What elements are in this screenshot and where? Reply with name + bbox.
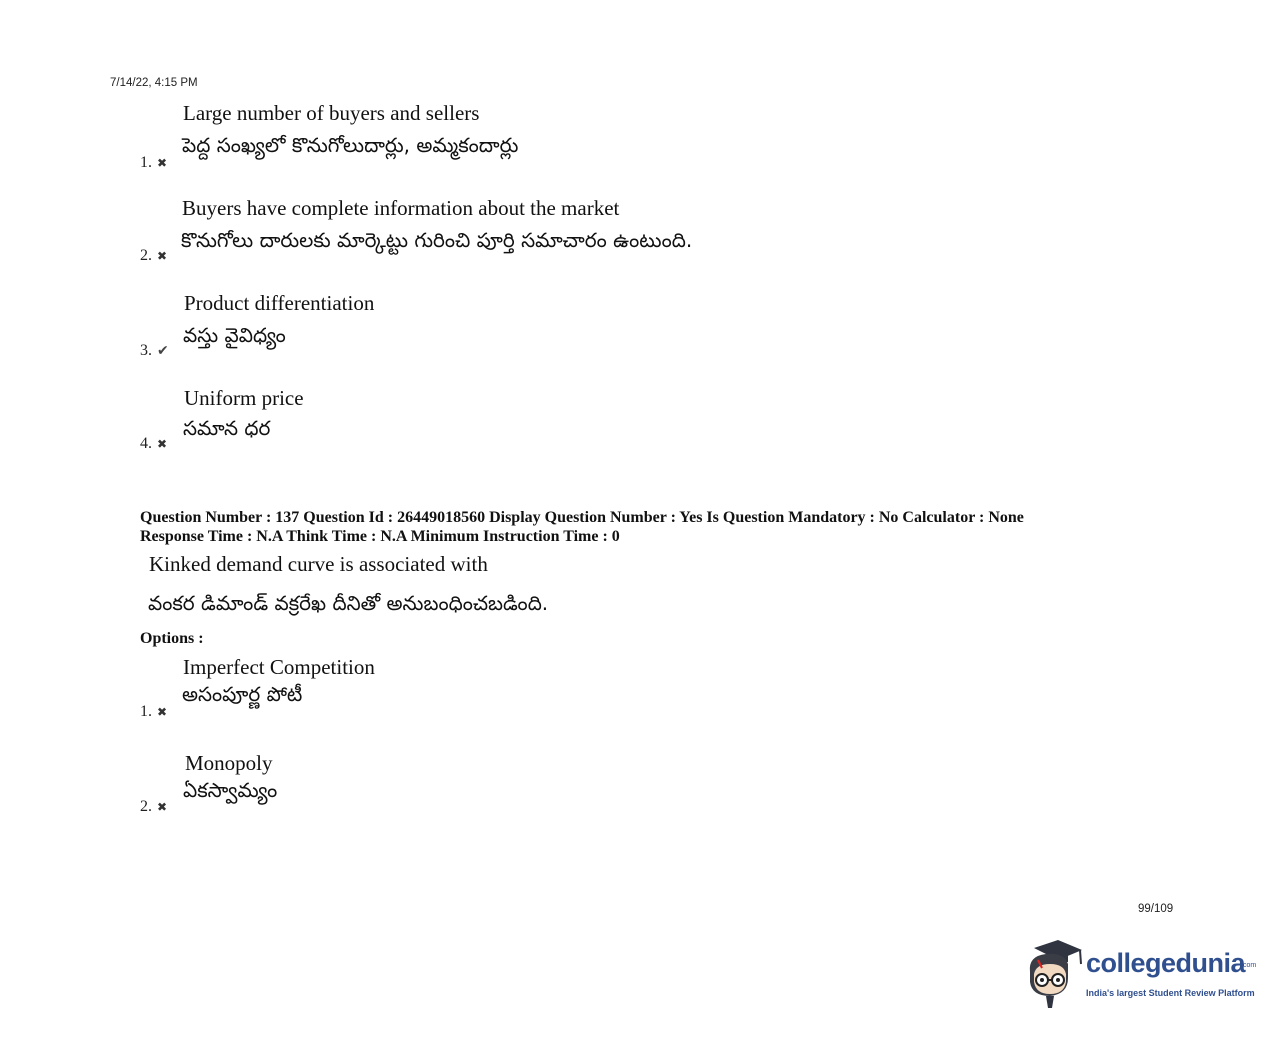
prev-option-1-telugu: పెద్ద సంఖ్యలో కొనుగోలుదార్లు, అమ్మకందార్లు: [182, 133, 519, 157]
page-number: 99/109: [1138, 903, 1174, 915]
prev-option-2-english: Buyers have complete information about the market: [182, 196, 620, 220]
question-meta-line-1: Question Number : 137 Question Id : 26449018560 Display Question Number : Yes Is Question Mandatory : No Calculator : None: [140, 509, 1024, 526]
option-1-number-row: [140, 703, 167, 721]
prev-option-3-english: Product differentiation: [184, 291, 375, 315]
cross-icon: ✖: [157, 705, 168, 719]
prev-option-4-english: Uniform price: [184, 386, 304, 410]
prev-option-1-number-row: [140, 154, 167, 172]
collegedunia-logo: [1024, 938, 1264, 1012]
question-meta-line-2: Response Time : N.A Think Time : N.A Minimum Instruction Time : 0: [140, 528, 620, 545]
options-label: Options :: [140, 630, 204, 647]
prev-option-4-telugu: సమాన ధర: [183, 416, 271, 440]
prev-option-2-telugu: కొనుగోలు దారులకు మార్కెట్టు గురించి పూర్తి సమాచారం ఉంటుంది.: [181, 228, 693, 252]
option-1-english: Imperfect Competition: [183, 655, 375, 679]
cross-icon: ✖: [157, 156, 168, 170]
option-2-number: 2.: [140, 798, 152, 815]
prev-option-4-number: 4.: [140, 435, 152, 452]
question-text-telugu: వంకర డిమాండ్ వక్రరేఖ దీనితో అనుబంధించబడింది.: [148, 591, 549, 615]
prev-option-3-telugu: వస్తు వైవిధ్యం: [183, 323, 286, 347]
cross-icon: ✖: [157, 249, 168, 263]
prev-option-1-number: 1.: [140, 154, 152, 171]
prev-option-1-english: Large number of buyers and sellers: [183, 101, 480, 125]
logo-tagline: India's largest Student Review Platform: [1086, 988, 1255, 998]
logo-name: collegedunia: [1086, 948, 1246, 978]
check-icon: ✔: [157, 343, 169, 359]
option-2-number-row: [140, 798, 167, 816]
prev-option-3-number-row: [140, 342, 169, 360]
mascot-icon: [1024, 938, 1086, 1012]
prev-option-3-number: 3.: [140, 342, 152, 359]
cross-icon: ✖: [157, 800, 168, 814]
timestamp: 7/14/22, 4:15 PM: [110, 77, 198, 89]
option-2-telugu: ఏకస్వామ్యం: [183, 778, 278, 802]
logo-suffix: .com: [1241, 962, 1257, 969]
prev-option-2-number: 2.: [140, 247, 152, 264]
cross-icon: ✖: [157, 437, 168, 451]
question-text-english: Kinked demand curve is associated with: [149, 552, 488, 576]
option-1-telugu: అసంపూర్ణ పోటీ: [182, 682, 303, 706]
prev-option-2-number-row: [140, 247, 167, 265]
option-1-number: 1.: [140, 703, 152, 720]
option-2-english: Monopoly: [185, 751, 273, 775]
prev-option-4-number-row: [140, 435, 167, 453]
